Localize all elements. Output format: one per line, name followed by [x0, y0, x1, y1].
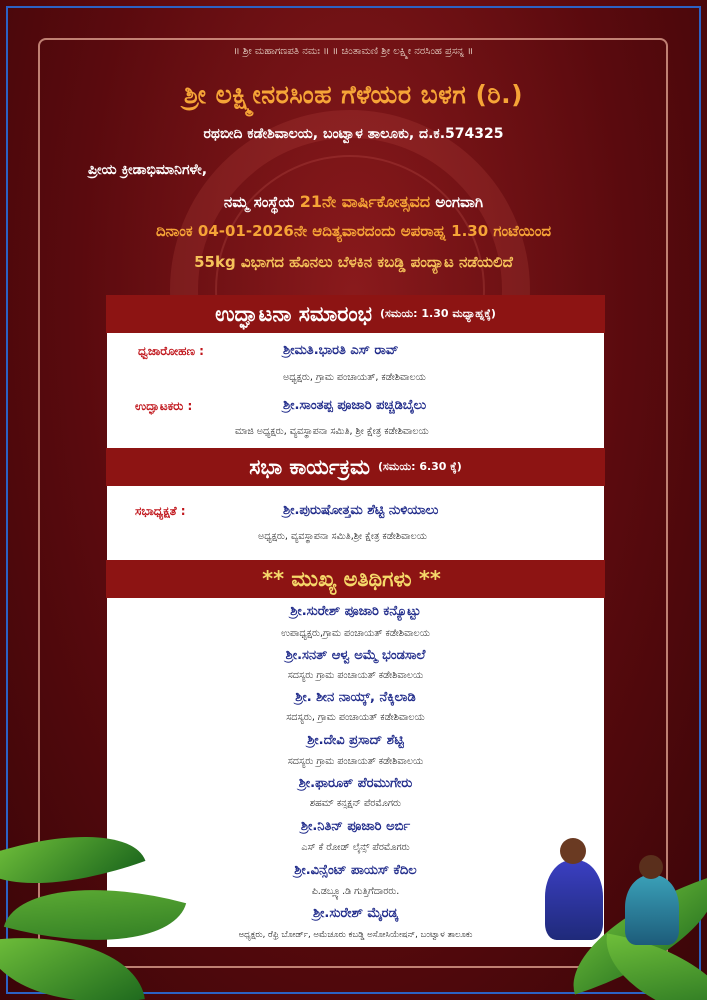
guests-heading: ** ಮುಖ್ಯ ಅತಿಥಿಗಳು ** [262, 566, 441, 591]
player-head-icon [639, 855, 663, 879]
guest-name: ಶ್ರೀ.ಸುರೇಶ್ ಪೂಜಾರಿ ಕನ್ಯೊಟ್ಟು [290, 604, 421, 619]
flag-hoisting-desc: ಅಧ್ಯಕ್ಷರು, ಗ್ರಾಮ ಪಂಚಾಯತ್, ಕಡೇಶಿವಾಲಯ [283, 372, 426, 383]
invocation-line: ॥ ಶ್ರೀ ಮಹಾಗಣಪತಿ ನಮಃ ॥ ॥ ಚಿಂತಾಮಣಿ ಶ್ರೀ ಲಕ್ಷ್ಮೀ ನರಸಿಂಹ ಪ್ರಸನ್ನ ॥ [233, 46, 474, 57]
guest-name: ಶ್ರೀ.ಸನತ್ ಆಳ್ವ ಅಮ್ಮೆ ಭಂಡಸಾಲೆ [285, 648, 426, 663]
anniversary-highlight: 21ನೇ ವಾರ್ಷಿಕೋತ್ಸವದ [299, 192, 431, 211]
inaugurator-desc: ಮಾಜಿ ಅಧ್ಯಕ್ಷರು, ವ್ಯವಸ್ಥಾಪನಾ ಸಮಿತಿ, ಶ್ರೀ ಕ್ಷೇತ್ರ ಕಡೇಶಿವಾಲಯ [235, 426, 429, 437]
flag-hoisting-label: ಧ್ವಜಾರೋಹಣ : [138, 344, 204, 358]
guest-desc: ಪಿ.ಡಬ್ಲ್ಯೂ.ಡಿ ಗುತ್ತಿಗೆದಾರರು. [311, 886, 400, 897]
guest-name: ಶ್ರೀ.ಸುರೇಶ್ ಮೈರಡ್ಕ [312, 906, 399, 921]
announcement-event-line: 55kg ವಿಭಾಗದ ಹೊನಲು ಬೆಳಕಿನ ಕಬಡ್ಡಿ ಪಂದ್ಯಾಟ ನಡೆಯಲಿದೆ [194, 253, 513, 271]
line1-suffix: ಅಂಗವಾಗಿ [435, 193, 484, 211]
guest-desc: ಅಧ್ಯಕ್ಷರು, ರೆಫ್ರಿ ಬೋರ್ಡ್, ಅಮೆಚೂರು ಕಬಡ್ಡಿ ಅಸೋಸಿಯೇಷನ್, ಬಂಟ್ವಾಳ ತಾಲೂಕು [238, 930, 473, 940]
guest-desc: ಸದಸ್ಯರು, ಗ್ರಾಮ ಪಂಚಾಯತ್ ಕಡೇಶಿವಾಲಯ [286, 712, 425, 723]
kabaddi-player-icon [625, 875, 679, 945]
guest-name: ಶ್ರೀ.ನಿತಿನ್ ಪೂಜಾರಿ ಅರ್ಬಿ [300, 819, 411, 834]
guest-desc: ಸದಸ್ಯರು ಗ್ರಾಮ ಪಂಚಾಯತ್ ಕಡೇಶಿವಾಲಯ [287, 670, 424, 681]
flag-hoisting-name: ಶ್ರೀಮತಿ.ಭಾರತಿ ಎಸ್ ರಾವ್ [283, 343, 399, 358]
guest-name: ಶ್ರೀ.ವಿನ್ಸೆಂಟ್ ಪಾಯಸ್ ಕೆದಿಲ [294, 863, 417, 878]
guest-desc: ಸದಸ್ಯರು ಗ್ರಾಮ ಪಂಚಾಯತ್ ಕಡೇಶಿವಾಲಯ [287, 756, 424, 767]
president-name: ಶ್ರೀ.ಪುರುಷೋತ್ತಮ ಶೆಟ್ಟಿ ನುಳಿಯಾಲು [283, 503, 439, 518]
guest-name: ಶ್ರೀ.ದೇವಿ ಪ್ರಸಾದ್ ಶೆಟ್ಟಿ [307, 733, 404, 748]
player-head-icon [560, 838, 586, 864]
president-label: ಸಭಾಧ್ಯಕ್ಷತೆ : [135, 504, 186, 518]
kabaddi-player-icon [545, 860, 603, 940]
guests-band [106, 560, 605, 598]
guest-name: ಶ್ರೀ. ಶೀನ ನಾಯ್ಕ್, ನೆಕ್ಕಿಲಾಡಿ [295, 690, 416, 705]
guest-name: ಶ್ರೀ.ಫಾರೂಕ್ ಪೆರಮುಗೇರು [298, 776, 413, 791]
inauguration-heading: ಉದ್ಘಾಟನಾ ಸಮಾರಂಭ [215, 301, 373, 326]
guest-desc: ಎಸ್ ಕೆ ರೋಡ್ ಲೈನ್ಸ್ ಪೆರಮೊಗರು [301, 842, 410, 853]
president-desc: ಅಧ್ಯಕ್ಷರು, ವ್ಯವಸ್ಥಾಪನಾ ಸಮಿತಿ,ಶ್ರೀ ಕ್ಷೇತ್ರ ಕಡೇಶಿವಾಲಯ [258, 531, 427, 542]
greeting: ಪ್ರೀಯ ಕ್ರೀಡಾಭಿಮಾನಿಗಳೇ, [88, 162, 208, 178]
meeting-band [106, 448, 605, 486]
guest-desc: ಶಹಮ್ ಕನ್ಸಕ್ಷನ್ ಪೆರಮೊಗರು [309, 798, 402, 809]
organization-title: ಶ್ರೀ ಲಕ್ಷ್ಮೀನರಸಿಂಹ ಗೆಳೆಯರ ಬಳಗ (ರಿ.) [183, 80, 524, 109]
inaugurator-name: ಶ್ರೀ.ಸಾಂತಪ್ಪ ಪೂಜಾರಿ ಪಚ್ಚಡಿಬೈಲು [283, 398, 427, 413]
meeting-time: (ಸಮಯ: 6.30 ಕ್ಕೆ) [377, 460, 462, 473]
announcement-line-1 [0, 192, 707, 212]
inauguration-time: (ಸಮಯ: 1.30 ಮಧ್ಯಾಹ್ನಕ್ಕೆ) [380, 307, 496, 320]
guest-desc: ಉಪಾಧ್ಯಕ್ಷರು,ಗ್ರಾಮ ಪಂಚಾಯತ್ ಕಡೇಶಿವಾಲಯ [281, 628, 430, 639]
line1-prefix: ನಮ್ಮ ಸಂಸ್ಥೆಯ [223, 193, 295, 211]
inaugurator-label: ಉದ್ಘಾಟಕರು : [135, 399, 193, 413]
meeting-heading: ಸಭಾ ಕಾರ್ಯಕ್ರಮ [249, 454, 370, 479]
organization-address: ರಥಬೀದಿ ಕಡೇಶಿವಾಲಯ, ಬಂಟ್ವಾಳ ತಾಲೂಕು, ದ.ಕ.574325 [203, 126, 504, 142]
announcement-date-line: ದಿನಾಂಕ 04-01-2026ನೇ ಆದಿತ್ಯವಾರದಂದು ಅಪರಾಹ್ನ 1.30 ಗಂಟೆಯಿಂದ [155, 222, 552, 240]
inauguration-band [106, 295, 605, 333]
